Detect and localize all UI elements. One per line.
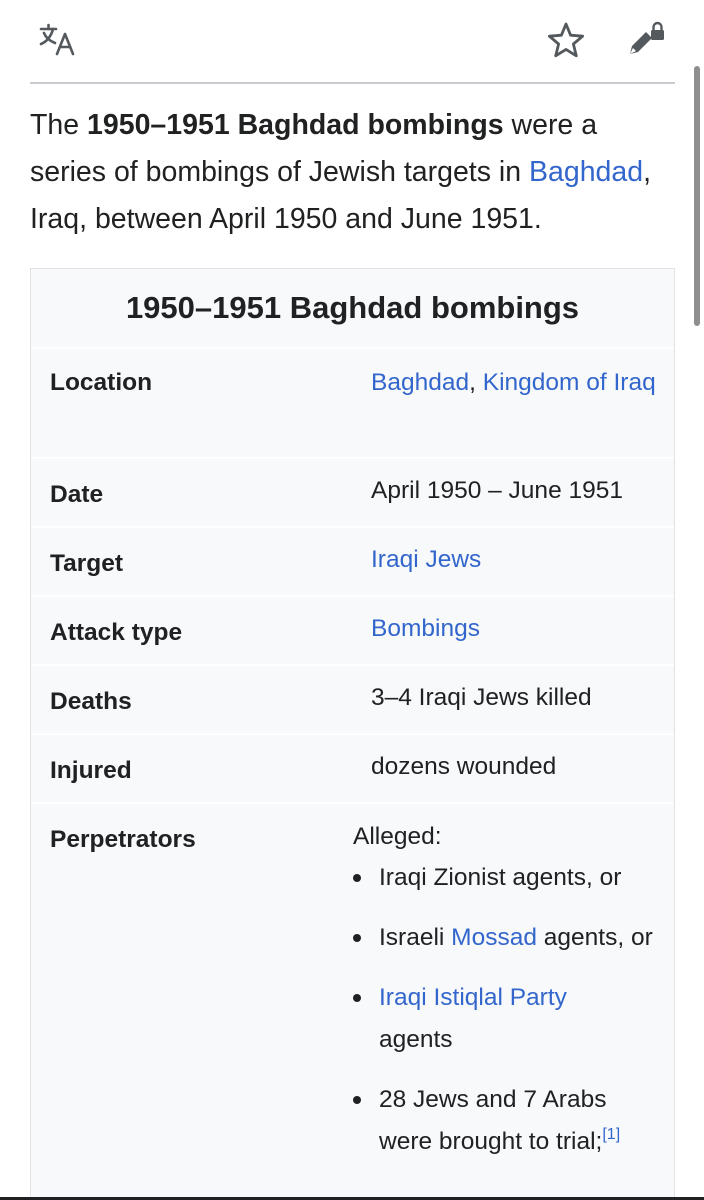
perpetrators-intro: Alleged: [353,823,442,850]
lead-paragraph [30,102,680,243]
location-separator: , [469,369,483,396]
infobox-row-date [31,459,674,528]
deaths-value: 3–4 Iraqi Jews killed [371,684,592,711]
perpetrators-label: Perpetrators [50,826,196,853]
perpetrators-list [353,857,663,1181]
infobox-row-deaths [31,666,674,735]
scrollbar-thumb[interactable] [694,66,700,326]
kingdom-of-iraq-link[interactable]: Kingdom of Iraq [482,369,656,396]
infobox [30,268,675,1200]
target-label: Target [50,550,124,577]
injured-value: dozens wounded [371,753,557,780]
list-item [353,917,663,959]
date-value: April 1950 – June 1951 [371,477,623,504]
injured-label: Injured [50,757,132,784]
page-toolbar [0,0,704,82]
lead-prefix: The [30,109,88,141]
attack-type-label: Attack type [50,619,183,646]
star-icon[interactable] [544,20,588,60]
iraqi-jews-link[interactable]: Iraqi Jews [371,546,482,573]
locked-edit-pencil-icon[interactable] [624,20,668,60]
reference-link[interactable]: [1] [602,1126,621,1143]
toolbar-divider [30,82,675,84]
location-value [371,362,661,403]
infobox-row-injured [31,735,674,804]
date-label: Date [50,481,104,508]
bullet-icon [353,874,361,882]
perpetrator-mossad-suffix: agents, or [536,924,653,951]
list-item [353,977,663,1061]
infobox-row-location [31,349,674,459]
baghdad-link[interactable]: Baghdad [529,156,644,188]
lead-bold-title: 1950–1951 Baghdad bombings [87,109,504,141]
infobox-row-target [31,528,674,597]
bombings-link[interactable]: Bombings [371,615,480,642]
infobox-caption: 1950–1951 Baghdad bombings [31,269,674,349]
infobox-row-perpetrators [31,804,674,1200]
deaths-label: Deaths [50,688,132,715]
perpetrator-zionist-agents: Iraqi Zionist agents, or [379,864,622,891]
mossad-link[interactable]: Mossad [451,924,537,951]
lead-text-2: , Iraq, between April 1950 and June 1951. [30,156,652,235]
lead-text-1: were a series of bombings of Jewish targets in [30,109,598,188]
perpetrator-trial-text: 28 Jews and 7 Arabs were brought to trial; [379,1086,607,1155]
location-baghdad-link[interactable]: Baghdad [371,369,470,396]
bullet-icon [353,994,361,1002]
translate-icon[interactable] [36,20,80,60]
perpetrator-israeli-prefix: Israeli [379,924,452,951]
location-label: Location [50,369,153,396]
infobox-row-attack-type [31,597,674,666]
bullet-icon [353,1096,361,1104]
perpetrator-istiqlal-suffix: agents [379,1026,453,1053]
list-item [353,1079,663,1163]
list-item [353,857,663,899]
bullet-icon [353,934,361,942]
iraqi-istiqlal-party-link[interactable]: Iraqi Istiqlal Party [379,984,567,1011]
